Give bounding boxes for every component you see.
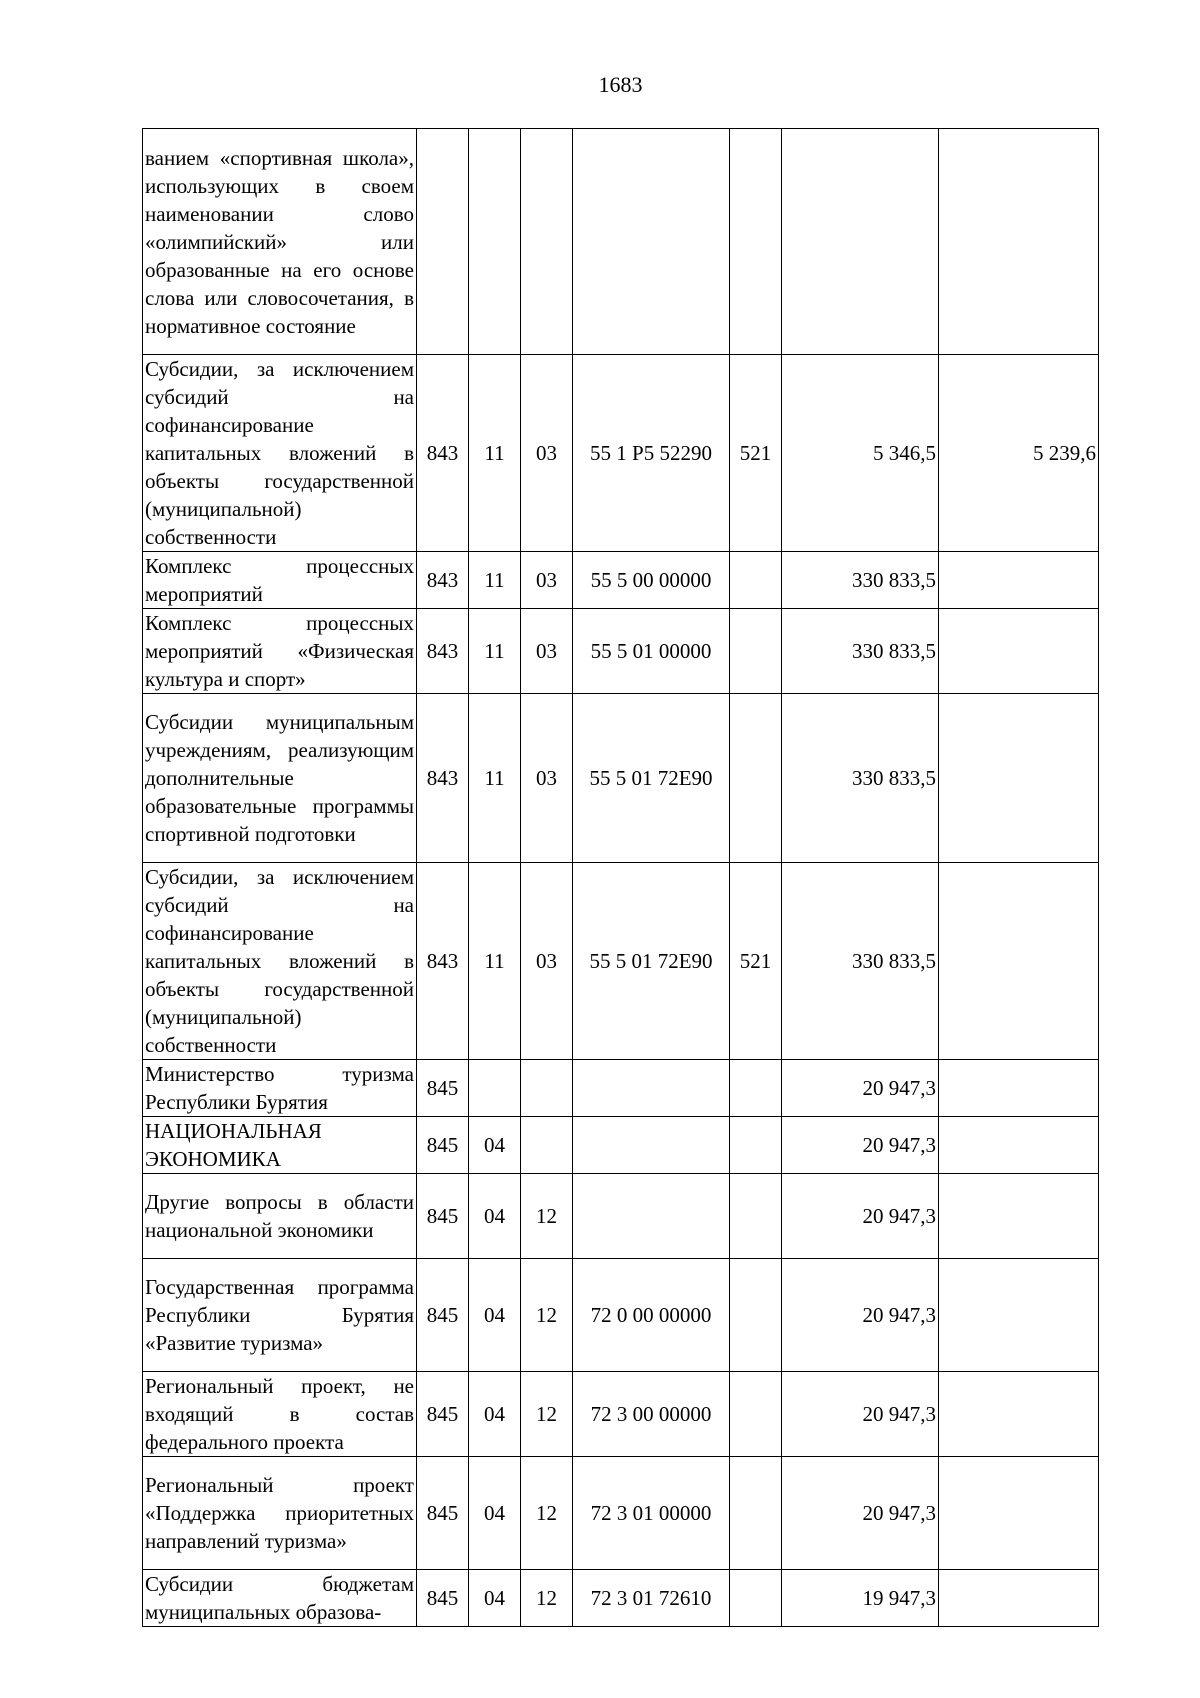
- razdel-cell: 11: [469, 552, 521, 609]
- row-name: Государственная программа Республики Бурятия «Развитие туризма»: [143, 1259, 417, 1372]
- csr-cell: 55 5 01 72E90: [573, 863, 730, 1060]
- sum1-cell: 5 346,5: [782, 355, 939, 552]
- razdel-cell: 04: [469, 1372, 521, 1457]
- sum2-cell: [939, 609, 1099, 694]
- sum2-cell: [939, 129, 1099, 355]
- row-name: Субсидии, за исключением субсидий на софинансирование капитальных вложений в объекты государственной (муниципальной) собственности: [143, 355, 417, 552]
- podrazdel-cell: 03: [521, 355, 573, 552]
- sum1-cell: 20 947,3: [782, 1259, 939, 1372]
- podrazdel-cell: [521, 1060, 573, 1117]
- table-row: [143, 1060, 1099, 1117]
- table-row: [143, 694, 1099, 863]
- table-row: [143, 552, 1099, 609]
- grbs-cell: 843: [417, 355, 469, 552]
- grbs-cell: 845: [417, 1457, 469, 1570]
- sum1-cell: 330 833,5: [782, 694, 939, 863]
- grbs-cell: 843: [417, 609, 469, 694]
- table-row: [143, 609, 1099, 694]
- podrazdel-cell: 12: [521, 1259, 573, 1372]
- csr-cell: 55 1 P5 52290: [573, 355, 730, 552]
- sum2-cell: [939, 694, 1099, 863]
- table-row: [143, 1457, 1099, 1570]
- sum1-cell: 20 947,3: [782, 1174, 939, 1259]
- razdel-cell: 04: [469, 1570, 521, 1627]
- row-name: Субсидии муниципальным учреждениям, реализующим дополнительные образовательные программы спортивной подготовки: [143, 694, 417, 863]
- row-name: НАЦИОНАЛЬНАЯ ЭКОНОМИКА: [143, 1117, 417, 1174]
- razdel-cell: 04: [469, 1117, 521, 1174]
- razdel-cell: [469, 1060, 521, 1117]
- vr-cell: [730, 1570, 782, 1627]
- razdel-cell: 11: [469, 609, 521, 694]
- row-name: Министерство туризма Республики Бурятия: [143, 1060, 417, 1117]
- podrazdel-cell: 12: [521, 1457, 573, 1570]
- grbs-cell: 843: [417, 863, 469, 1060]
- table-row: [143, 1174, 1099, 1259]
- table-row: [143, 1259, 1099, 1372]
- row-name: ванием «спортивная школа», использующих в своем наименовании слово «олимпийский» или образованные на его основе слова или словосочетания, в нормативное состояние: [143, 129, 417, 355]
- sum1-cell: [782, 129, 939, 355]
- sum2-cell: [939, 1174, 1099, 1259]
- table-row: [143, 1570, 1099, 1627]
- row-name: Комплекс процессных мероприятий «Физическая культура и спорт»: [143, 609, 417, 694]
- grbs-cell: 843: [417, 552, 469, 609]
- sum2-cell: [939, 1457, 1099, 1570]
- csr-cell: 55 5 01 00000: [573, 609, 730, 694]
- sum2-cell: [939, 1372, 1099, 1457]
- sum1-cell: 330 833,5: [782, 552, 939, 609]
- row-name: Региональный проект, не входящий в состав федерального проекта: [143, 1372, 417, 1457]
- table-row: [143, 863, 1099, 1060]
- vr-cell: [730, 1117, 782, 1174]
- vr-cell: [730, 1457, 782, 1570]
- table-row: [143, 1372, 1099, 1457]
- grbs-cell: 845: [417, 1570, 469, 1627]
- razdel-cell: 11: [469, 863, 521, 1060]
- sum1-cell: 19 947,3: [782, 1570, 939, 1627]
- vr-cell: [730, 609, 782, 694]
- grbs-cell: 845: [417, 1372, 469, 1457]
- grbs-cell: 845: [417, 1259, 469, 1372]
- table-row: [143, 129, 1099, 355]
- csr-cell: [573, 1174, 730, 1259]
- csr-cell: [573, 1117, 730, 1174]
- vr-cell: 521: [730, 355, 782, 552]
- podrazdel-cell: 12: [521, 1372, 573, 1457]
- razdel-cell: 04: [469, 1259, 521, 1372]
- podrazdel-cell: 03: [521, 863, 573, 1060]
- table-row: [143, 355, 1099, 552]
- grbs-cell: [417, 129, 469, 355]
- csr-cell: 72 3 01 72610: [573, 1570, 730, 1627]
- sum1-cell: 20 947,3: [782, 1457, 939, 1570]
- sum1-cell: 20 947,3: [782, 1060, 939, 1117]
- row-name: Региональный проект «Поддержка приоритетных направлений туризма»: [143, 1457, 417, 1570]
- grbs-cell: 843: [417, 694, 469, 863]
- row-name: Другие вопросы в области национальной экономики: [143, 1174, 417, 1259]
- sum1-cell: 20 947,3: [782, 1117, 939, 1174]
- razdel-cell: [469, 129, 521, 355]
- csr-cell: 72 0 00 00000: [573, 1259, 730, 1372]
- row-name: Комплекс процессных мероприятий: [143, 552, 417, 609]
- podrazdel-cell: 03: [521, 552, 573, 609]
- page-number: 1683: [598, 72, 643, 97]
- vr-cell: [730, 1259, 782, 1372]
- podrazdel-cell: 03: [521, 609, 573, 694]
- podrazdel-cell: 12: [521, 1174, 573, 1259]
- budget-table: [142, 128, 1099, 1627]
- vr-cell: [730, 694, 782, 863]
- sum2-cell: 5 239,6: [939, 355, 1099, 552]
- csr-cell: 55 5 00 00000: [573, 552, 730, 609]
- csr-cell: [573, 129, 730, 355]
- vr-cell: 521: [730, 863, 782, 1060]
- podrazdel-cell: [521, 1117, 573, 1174]
- sum1-cell: 330 833,5: [782, 863, 939, 1060]
- sum2-cell: [939, 1570, 1099, 1627]
- vr-cell: [730, 1174, 782, 1259]
- razdel-cell: 11: [469, 355, 521, 552]
- sum2-cell: [939, 1060, 1099, 1117]
- csr-cell: [573, 1060, 730, 1117]
- vr-cell: [730, 129, 782, 355]
- sum2-cell: [939, 552, 1099, 609]
- grbs-cell: 845: [417, 1060, 469, 1117]
- vr-cell: [730, 1060, 782, 1117]
- vr-cell: [730, 552, 782, 609]
- razdel-cell: 04: [469, 1457, 521, 1570]
- podrazdel-cell: 03: [521, 694, 573, 863]
- row-name: Субсидии бюджетам муниципальных образова-: [143, 1570, 417, 1627]
- sum2-cell: [939, 1259, 1099, 1372]
- razdel-cell: 11: [469, 694, 521, 863]
- sum1-cell: 330 833,5: [782, 609, 939, 694]
- csr-cell: 55 5 01 72E90: [573, 694, 730, 863]
- grbs-cell: 845: [417, 1174, 469, 1259]
- csr-cell: 72 3 00 00000: [573, 1372, 730, 1457]
- vr-cell: [730, 1372, 782, 1457]
- sum2-cell: [939, 863, 1099, 1060]
- grbs-cell: 845: [417, 1117, 469, 1174]
- table-row: [143, 1117, 1099, 1174]
- sum1-cell: 20 947,3: [782, 1372, 939, 1457]
- csr-cell: 72 3 01 00000: [573, 1457, 730, 1570]
- row-name: Субсидии, за исключением субсидий на софинансирование капитальных вложений в объекты государственной (муниципальной) собственности: [143, 863, 417, 1060]
- podrazdel-cell: [521, 129, 573, 355]
- podrazdel-cell: 12: [521, 1570, 573, 1627]
- razdel-cell: 04: [469, 1174, 521, 1259]
- sum2-cell: [939, 1117, 1099, 1174]
